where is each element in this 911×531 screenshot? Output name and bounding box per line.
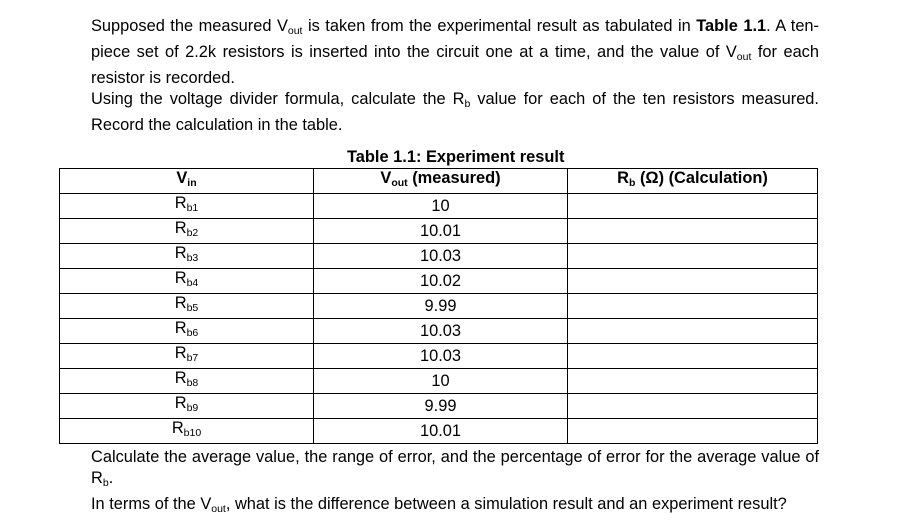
header-vin: $V_{in}$ — [60, 169, 314, 194]
rb-calculation-cell[interactable] — [568, 394, 818, 419]
vout-measured-cell: 9.99 — [314, 294, 568, 319]
header-rb-calculation: $R_b$ (Ω) (Calculation) — [568, 169, 818, 194]
table-row — [60, 269, 818, 294]
vout-measured-cell: 10.03 — [314, 344, 568, 369]
table-header-row — [60, 169, 818, 194]
vout-measured-cell: 10.03 — [314, 319, 568, 344]
experiment-result-table — [59, 168, 818, 444]
resistor-label-cell: $R_{b5}$ — [60, 294, 314, 319]
rb-calculation-cell[interactable] — [568, 194, 818, 219]
header-vout-measured: $V_{out}$ (measured) — [314, 169, 568, 194]
rb-calculation-cell[interactable] — [568, 244, 818, 269]
vout-measured-cell: 9.99 — [314, 394, 568, 419]
vout-measured-cell: 10.01 — [314, 219, 568, 244]
table-row — [60, 344, 818, 369]
resistor-label-cell: $R_{b7}$ — [60, 344, 314, 369]
resistor-label-cell: $R_{b10}$ — [60, 419, 314, 444]
rb-calculation-cell[interactable] — [568, 294, 818, 319]
vout-measured-cell: 10 — [314, 369, 568, 394]
table-row — [60, 219, 818, 244]
table-row — [60, 294, 818, 319]
rb-calculation-cell[interactable] — [568, 269, 818, 294]
resistor-label-cell: $R_{b4}$ — [60, 269, 314, 294]
table-row — [60, 394, 818, 419]
vout-measured-cell: 10.02 — [314, 269, 568, 294]
rb-calculation-cell[interactable] — [568, 419, 818, 444]
resistor-label-cell: $R_{b3}$ — [60, 244, 314, 269]
rb-calculation-cell[interactable] — [568, 219, 818, 244]
table-caption: Table 1.1: Experiment result — [347, 148, 565, 166]
vout-measured-cell: 10.03 — [314, 244, 568, 269]
instructions-paragraph: Supposed the measured $V_{out}$ is taken from the experimental result as tabulated in Table 1.1. A ten-piece set of 2.2k resistors is inserted into the circuit one at a time, and the value of $V_{out}$ for each resistor is recorded. Using the voltage divider formula, calculate the $R_b$ value for each of the ten resistors measured. Record the calculation in the table. — [91, 17, 820, 134]
rb-calculation-cell[interactable] — [568, 369, 818, 394]
table-row — [60, 419, 818, 444]
resistor-label-cell: $R_{b2}$ — [60, 219, 314, 244]
resistor-label-cell: $R_{b9}$ — [60, 394, 314, 419]
resistor-label-cell: $R_{b8}$ — [60, 369, 314, 394]
table-row — [60, 194, 818, 219]
resistor-label-cell: $R_{b1}$ — [60, 194, 314, 219]
table-row — [60, 244, 818, 269]
questions-paragraph: Calculate the average value, the range of error, and the percentage of error for the average value of $R_b$. In terms of the $V_{out}$, what is the difference between a simulation result and an experiment result? — [91, 448, 819, 515]
rb-calculation-cell[interactable] — [568, 319, 818, 344]
vout-measured-cell: 10 — [314, 194, 568, 219]
vout-measured-cell: 10.01 — [314, 419, 568, 444]
table-row — [60, 319, 818, 344]
table-row — [60, 369, 818, 394]
resistor-label-cell: $R_{b6}$ — [60, 319, 314, 344]
rb-calculation-cell[interactable] — [568, 344, 818, 369]
